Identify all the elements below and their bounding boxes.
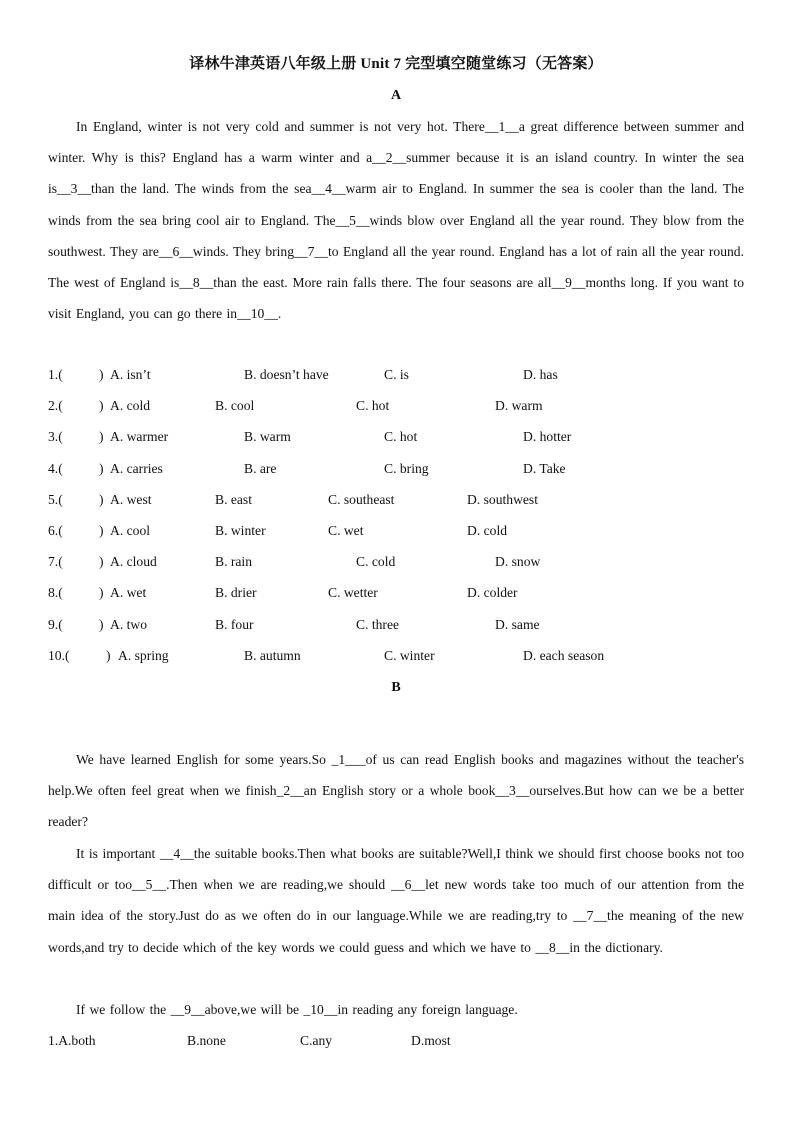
option-a[interactable]: A. cool [110,523,151,538]
option-c[interactable]: C. cold [356,554,396,570]
answer-bracket-close: ) [99,398,104,414]
section-b-paragraph-1: We have learned English for some years.So _1___of us can read English books and magazines without the teacher's help.We often feel great when we finish_2__an English story or a whole book__3__ourselves.But how can we be a better reader? [48,752,744,830]
question-row [48,585,744,605]
option-d[interactable]: D. has [523,367,558,382]
option-b[interactable]: B. four [215,616,254,632]
question-number: 5.( [48,491,63,507]
question-number: 3.( [48,429,63,445]
option-a[interactable]: A. cloud [110,554,157,570]
option-c[interactable]: C.any [300,1033,333,1048]
option-b[interactable]: B. cool [215,398,255,414]
page-title: 译林牛津英语八年级上册 Unit 7 完型填空随堂练习（无答案） [189,56,603,72]
option-c[interactable]: C. southeast [328,491,395,507]
option-d[interactable]: D. hotter [523,429,572,445]
question-number: 10.( [48,647,70,663]
option-c[interactable]: C. wetter [328,585,378,601]
option-b[interactable]: B. autumn [244,647,301,663]
answer-bracket-close: ) [99,491,104,507]
option-d[interactable]: D. same [495,616,540,632]
option-b[interactable]: B. are [244,460,277,476]
question-row [48,398,744,418]
section-b-label: B [391,680,401,695]
option-d[interactable]: D.most [411,1033,451,1048]
question-number: 1.( [48,367,63,382]
option-a[interactable]: A. spring [118,647,169,663]
question-row [48,1033,744,1053]
question-number: 8.( [48,585,63,601]
option-b[interactable]: B. warm [244,429,291,445]
option-c[interactable]: C. is [384,367,409,382]
answer-bracket-close: ) [99,429,104,445]
option-d[interactable]: D. each season [523,647,605,663]
option-d[interactable]: D. cold [467,523,508,538]
option-c[interactable]: C. winter [384,647,435,663]
question-row [48,492,744,512]
option-c[interactable]: C. hot [384,429,418,445]
option-b[interactable]: B. drier [215,585,257,601]
question-row [48,461,744,481]
question-row [48,429,744,449]
question-row [48,648,744,668]
option-b[interactable]: B. east [215,491,252,507]
option-a[interactable]: A. two [110,616,148,632]
answer-bracket-close: ) [99,585,104,601]
option-c[interactable]: C. bring [384,460,429,476]
section-a-label: A [390,88,402,103]
option-b[interactable]: B.none [187,1033,226,1048]
answer-bracket-close: ) [99,367,104,382]
section-a-passage: In England, winter is not very cold and summer is not very hot. There__1__a great difference between summer and winter. Why is this? England has a warm winter and a__2__summer because it is an island country. In winter the sea is__3__than the land. The winds from the sea__4__warm air to England. In summer the sea is cooler than the land. The winds from the sea bring cool air to England. The__5__winds blow over England all the year round. They blow from the southwest. They are__6__winds. They bring__7__to England all the year round. England has a lot of rain all the year round. The west of England is__8__than the east. More rain falls there. The four seasons are all__9__months long. If you want to visit England, you can go there in__10__. [48,119,744,322]
option-c[interactable]: C. three [356,616,400,632]
option-a[interactable]: A. warmer [110,429,169,445]
answer-bracket-close: ) [106,647,111,663]
section-b-paragraph-2: It is important __4__the suitable books.Then what books are suitable?Well,I think we should first choose books not too difficult or too__5__.Then when we are reading,we should __6__let new words take too much of our attention from the main idea of the story.Just do as we often do in our language.While we are reading,try to __7__the meaning of the new words,and try to decide which of the key words we could guess and which we have to __8__in the dictionary. [48,846,744,955]
option-a[interactable]: A. wet [110,585,147,601]
answer-bracket-close: ) [99,523,104,538]
answer-bracket-close: ) [99,554,104,570]
option-d[interactable]: D. Take [523,460,566,476]
question-number: 6.( [48,523,63,538]
option-a[interactable]: A. cold [110,398,151,414]
question-number: 4.( [48,460,63,476]
question-number: 2.( [48,398,63,414]
question-number: 7.( [48,554,63,570]
option-b[interactable]: B. winter [215,523,266,538]
answer-bracket-close: ) [99,460,104,476]
option-d[interactable]: D. colder [467,585,518,601]
option-a[interactable]: 1.A.both [48,1033,96,1048]
option-c[interactable]: C. hot [356,398,390,414]
answer-bracket-close: ) [99,616,104,632]
option-b[interactable]: B. doesn’t have [244,367,329,382]
option-b[interactable]: B. rain [215,554,252,570]
question-row [48,367,744,387]
question-number: 9.( [48,616,63,632]
question-row [48,523,744,543]
option-a[interactable]: A. carries [110,460,163,476]
option-d[interactable]: D. snow [495,554,541,570]
option-a[interactable]: A. west [110,491,152,507]
question-row [48,617,744,637]
option-d[interactable]: D. warm [495,398,543,414]
option-a[interactable]: A. isn’t [110,367,151,382]
question-row [48,554,744,574]
option-d[interactable]: D. southwest [467,491,538,507]
section-b-paragraph-3: If we follow the __9__above,we will be _10__in reading any foreign language. [76,1002,518,1017]
option-c[interactable]: C. wet [328,523,364,538]
